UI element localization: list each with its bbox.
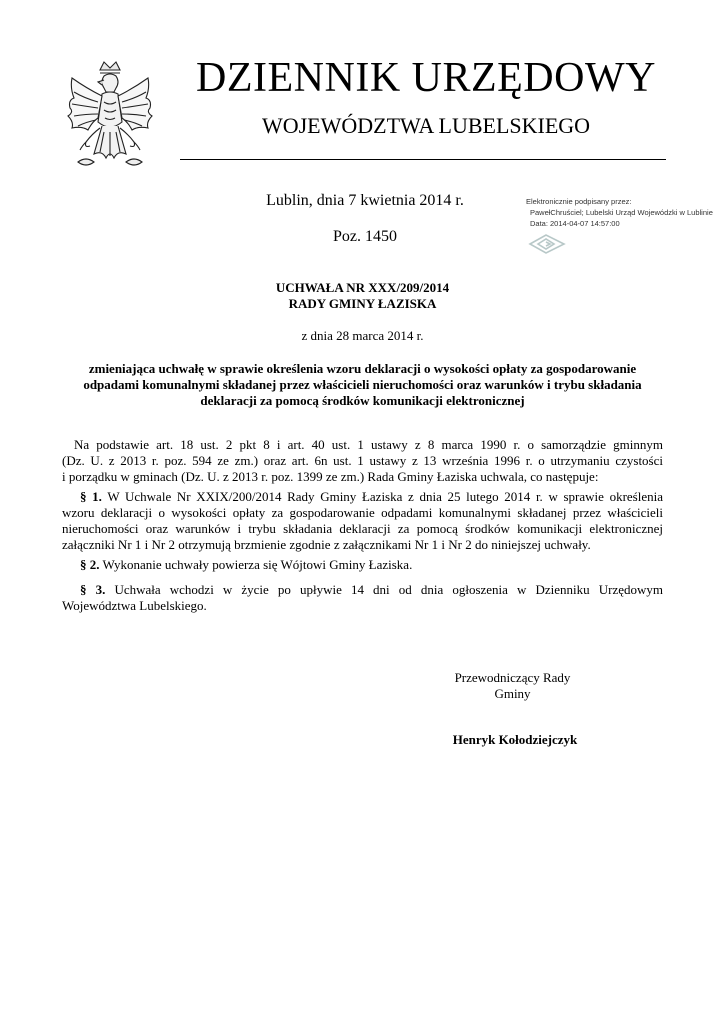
preamble (62, 437, 663, 485)
masthead-title: DZIENNIK URZĘDOWY (196, 55, 656, 101)
electronic-signature-info (526, 196, 716, 229)
preamble-line: Na podstawie art. 18 ust. 2 pkt 8 i art. 40 ust. 1 ustawy z 8 marca 1990 r. o samorządzie gminnym (74, 437, 663, 452)
signature-date: Data: 2014-04-07 14:57:00 (530, 219, 620, 228)
paragraph-3-line: Województwa Lubelskiego. (62, 598, 207, 613)
paragraph-1-line: załączniki Nr 1 i Nr 2 otrzymują brzmienie zgodnie z załącznikami Nr 1 i Nr 2 do niniejszej uchwały. (62, 537, 591, 552)
signer-role-line: Gminy (494, 686, 531, 701)
polish-eagle-emblem-icon (64, 58, 156, 176)
act-number: UCHWAŁA NR XXX/209/2014 (275, 280, 450, 295)
paragraph-1-line: nieruchomości oraz warunków i trybu składania deklaracji za pomocą środków komunikacji elektronicznej (62, 521, 663, 536)
paragraph-3-mark: § 3. (80, 582, 106, 597)
paragraph-1-line: wzoru deklaracji o wysokości opłaty za gospodarowanie odpadami komunalnymi składanej przez właścicieli (62, 505, 663, 520)
signer-role-line: Przewodniczący Rady (454, 670, 571, 685)
act-date: z dnia 28 marca 2014 r. (301, 328, 424, 343)
signature-signer: PawełChruściel; Lubelski Urząd Wojewódzki w Lublinie (530, 208, 713, 217)
masthead-subtitle: WOJEWÓDZTWA LUBELSKIEGO (261, 113, 591, 138)
paragraph-3 (62, 582, 663, 614)
paragraph-1-mark: § 1. (80, 489, 102, 504)
act-subject-line: zmieniająca uchwałę w sprawie określenia wzoru deklaracji o wysokości opłaty za gospodarowanie (88, 361, 637, 376)
signer-name: Henryk Kołodziejczyk (452, 732, 578, 747)
paragraph-1 (62, 489, 663, 553)
act-issuer: RADY GMINY ŁAZISKA (288, 296, 437, 311)
paragraph-2-mark: § 2. (80, 557, 100, 572)
masthead-divider (180, 159, 666, 160)
paragraph-2 (62, 557, 663, 573)
signature-stamp-icon (526, 232, 568, 256)
paragraph-1-line: W Uchwale Nr XXIX/200/2014 Rady Gminy Łaziska z dnia 25 lutego 2014 r. w sprawie określenia (107, 489, 664, 504)
act-subject-line: deklaracji za pomocą środków komunikacji elektronicznej (200, 393, 525, 408)
place-date: Lublin, dnia 7 kwietnia 2014 r. (266, 192, 464, 209)
paragraph-2-text: Wykonanie uchwały powierza się Wójtowi Gminy Łaziska. (102, 557, 413, 572)
act-title (170, 280, 555, 312)
preamble-line: (Dz. U. z 2013 r. poz. 594 ze zm.) oraz art. 6n ust. 1 ustawy z 13 września 1996 r. o utrzymaniu czystości (62, 453, 663, 468)
act-subject-line: odpadami komunalnymi składanej przez właścicieli nieruchomości oraz warunków i trybu składania (83, 377, 642, 392)
paragraph-3-line: Uchwała wchodzi w życie po upływie 14 dni od dnia ogłoszenia w Dzienniku Urzędowym (114, 582, 664, 597)
signer-role (440, 670, 585, 702)
position-number: Poz. 1450 (333, 228, 397, 245)
preamble-line: i porządku w gminach (Dz. U. z 2013 r. poz. 1399 ze zm.) Rada Gminy Łaziska uchwala, co następuje: (62, 469, 599, 484)
signature-label: Elektronicznie podpisany przez: (526, 197, 632, 206)
act-subject (60, 361, 665, 409)
